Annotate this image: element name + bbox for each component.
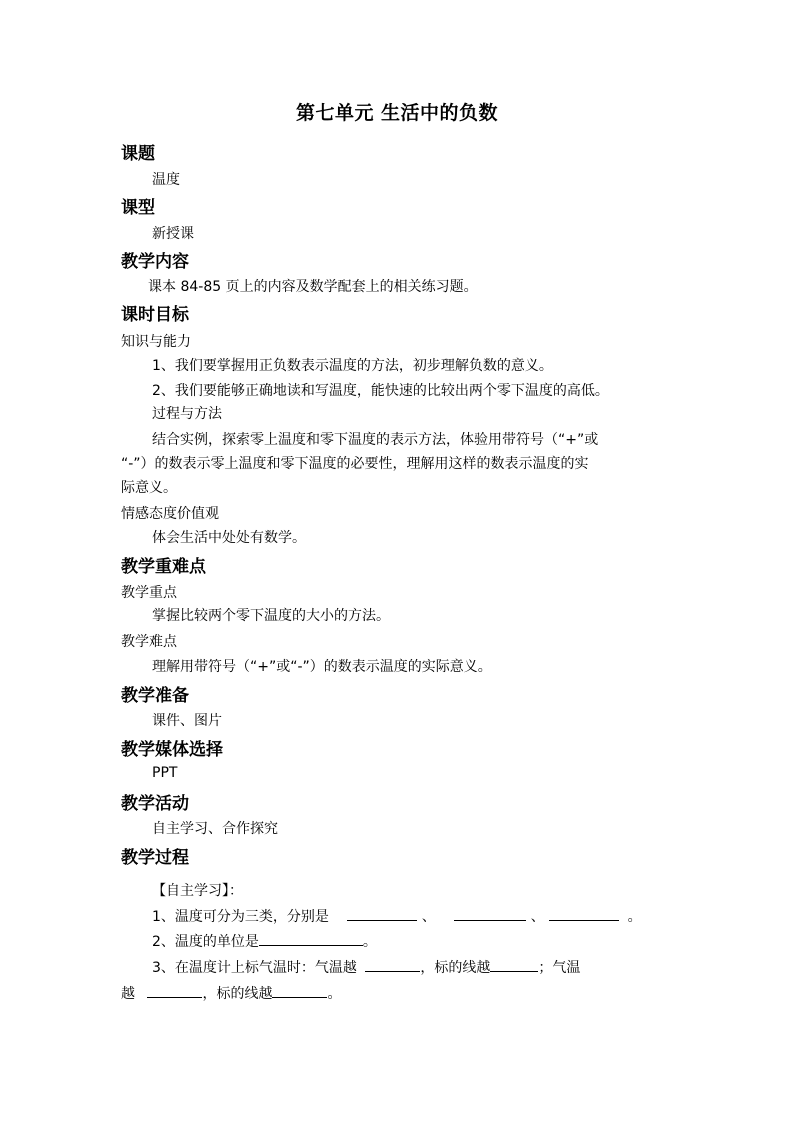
heading-media: 教学媒体选择 xyxy=(121,740,223,760)
key-point-text: 掌握比较两个零下温度的大小的方法。 xyxy=(152,608,390,624)
goals-process-line-1: 结合实例，探索零上温度和零下温度的表示方法，体验用带符号（“+”或 xyxy=(152,432,599,448)
question-1-blank-3[interactable] xyxy=(549,906,619,921)
heading-teaching-content: 教学内容 xyxy=(121,252,189,272)
difficult-point-heading: 教学难点 xyxy=(121,634,177,650)
type-content: 新授课 xyxy=(152,226,194,242)
goals-attitude-heading: 情感态度价值观 xyxy=(121,506,219,522)
question-1-separator-1: 、 xyxy=(421,909,436,925)
goals-attitude-text: 体会生活中处处有数学。 xyxy=(152,530,306,546)
activity-content: 自主学习、合作探究 xyxy=(152,821,278,837)
question-2-end: 。 xyxy=(362,934,377,950)
heading-topic: 课题 xyxy=(121,144,155,164)
goals-item-1: 1、我们要掌握用正负数表示温度的方法，初步理解负数的意义。 xyxy=(152,358,553,374)
preparation-content: 课件、图片 xyxy=(152,713,222,729)
question-3-text-a: 3、在温度计上标气温时：气温越 xyxy=(152,960,357,976)
question-1-blank-2[interactable] xyxy=(454,906,526,921)
goals-item-2: 2、我们要能够正确地读和写温度，能快速的比较出两个零下温度的高低。 xyxy=(152,383,609,399)
heading-process: 教学过程 xyxy=(121,848,189,868)
question-1-text: 1、温度可分为三类，分别是 xyxy=(152,909,329,925)
teaching-content-text: 课本 84-85 页上的内容及数学配套上的相关练习题。 xyxy=(148,279,478,295)
page-title: 第七单元 生活中的负数 xyxy=(295,102,499,124)
goals-knowledge-heading: 知识与能力 xyxy=(121,334,191,350)
question-3-text-c: ；气温 xyxy=(538,960,581,976)
media-content: PPT xyxy=(152,765,178,781)
question-2-text: 2、温度的单位是 xyxy=(152,934,259,950)
question-3-text-e: ，标的线越 xyxy=(202,986,273,1002)
question-3-line-1 xyxy=(152,957,580,977)
question-1-end: 。 xyxy=(627,909,642,925)
question-3-line-2 xyxy=(121,983,341,1003)
difficult-point-text: 理解用带符号（“+”或“-”）的数表示温度的实际意义。 xyxy=(152,659,492,675)
heading-activity: 教学活动 xyxy=(121,794,189,814)
question-2 xyxy=(152,931,377,951)
self-study-heading: 【自主学习】： xyxy=(152,883,243,899)
heading-key-difficult: 教学重难点 xyxy=(121,557,206,577)
question-3-text-b: ，标的线越 xyxy=(420,960,491,976)
heading-type: 课型 xyxy=(121,198,155,218)
question-3-blank-3[interactable] xyxy=(147,983,202,998)
question-3-blank-1[interactable] xyxy=(365,957,420,972)
goals-process-heading: 过程与方法 xyxy=(152,406,222,422)
topic-content: 温度 xyxy=(152,172,180,188)
key-point-heading: 教学重点 xyxy=(121,585,177,601)
goals-process-line-3: 际意义。 xyxy=(121,480,177,496)
question-1-blank-1[interactable] xyxy=(347,906,417,921)
question-3-blank-2[interactable] xyxy=(490,957,538,972)
question-2-blank[interactable] xyxy=(259,931,363,946)
question-1-separator-2: 、 xyxy=(530,909,545,925)
goals-process-line-2: “-”）的数表示零上温度和零下温度的必要性，理解用这样的数表示温度的实 xyxy=(121,456,589,472)
question-3-end: 。 xyxy=(327,986,342,1002)
question-1 xyxy=(152,906,642,926)
question-3-blank-4[interactable] xyxy=(272,983,327,998)
heading-goals: 课时目标 xyxy=(121,305,189,325)
heading-preparation: 教学准备 xyxy=(121,686,189,706)
question-3-text-d: 越 xyxy=(121,986,135,1002)
